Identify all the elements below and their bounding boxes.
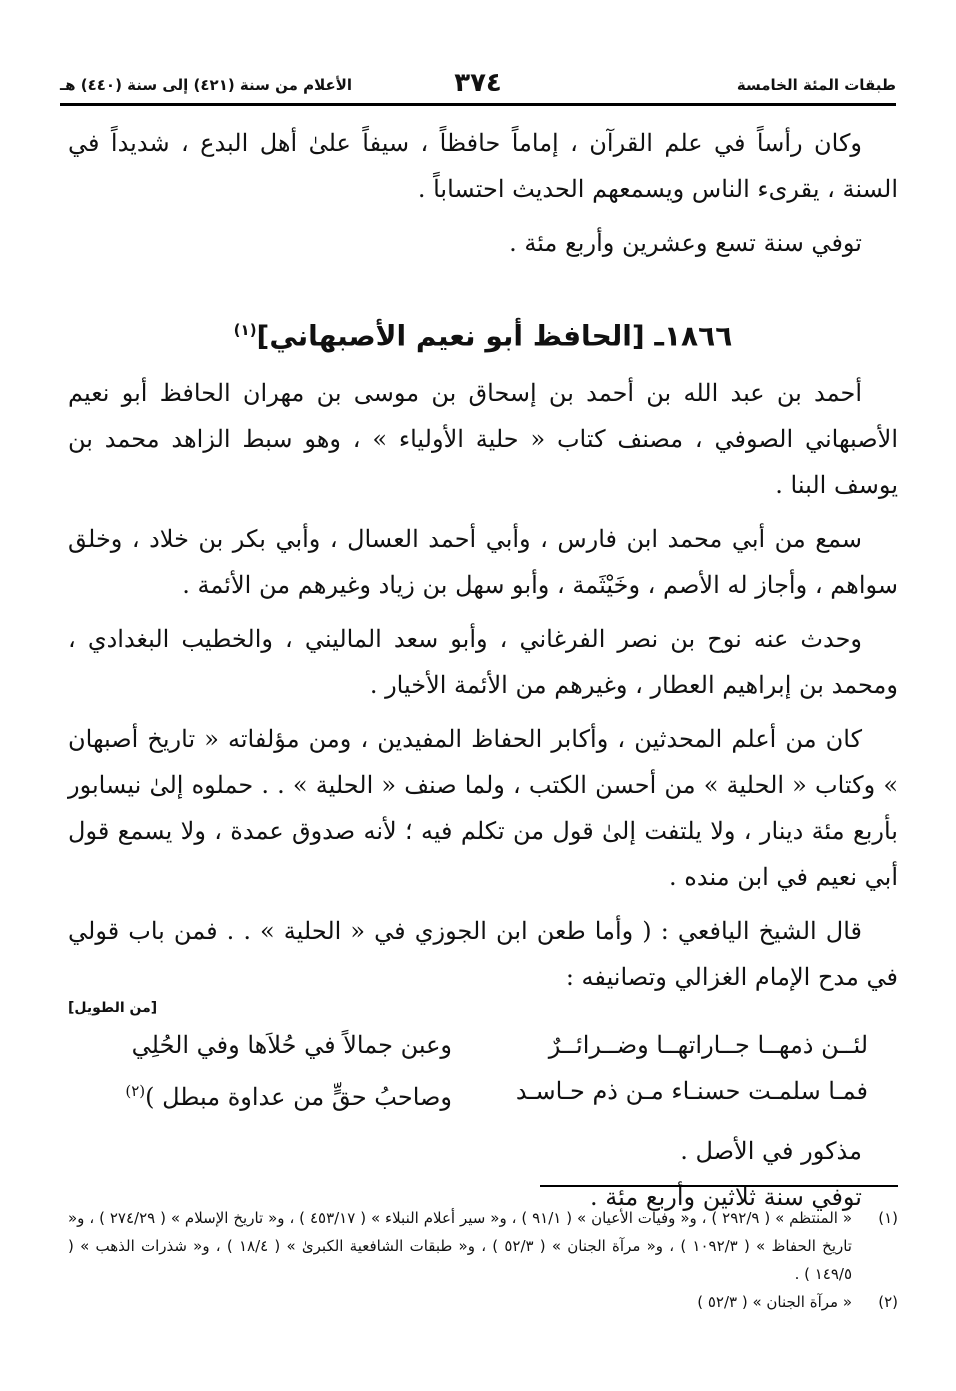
bio-paragraph-students: وحدث عنه نوح بن نصر الفرغاني ، وأبو سعد الماليني ، والخطيب البغدادي ، ومحمد بن إبراهيم العطار ، وغيرهم من الأئمة الأخيار .	[68, 625, 898, 700]
poem-meter: [من الطويل]	[68, 1000, 158, 1017]
after-poem-line: مذكور في الأصل .	[680, 1137, 862, 1166]
verse-2-second-hemistich	[68, 1068, 452, 1120]
quote-intro: قال الشيخ اليافعي : ( وأما طعن ابن الجوزي في « الحلية » . . فمن باب قولي في مدح الإمام الغزالي وتصانيفه :	[68, 917, 898, 992]
footnote-2-number: (٢)	[878, 1293, 898, 1311]
page-number: ٣٧٤	[454, 68, 502, 98]
intro-paragraph: وكان رأساً في علم القرآن ، إماماً حافظاً ، سيفاً علىٰ أهل البدع ، شديداً في السنة ، يقرىء الناس ويسمعهم الحديث احتساباً .	[68, 129, 898, 203]
footnote-ref-2: (٢)	[125, 1082, 146, 1101]
footnote-1-text: « المنتظم » ( ٢٩٢/٩ ) ، و« وفيات الأعيان » ( ٩١/١ ) ، و« سير أعلام النبلاء » ( ٤٥٣/١٧ ) ، و« تاريخ الإسلام » ( ٢٧٤/٢٩ ) ، و« تاريخ الحفاظ » ( ١٠٩٢/٣ ) ، و« مرآة الجنان » ( ٥٢/٣ ) ، و« طبقات الشافعية الكبرىٰ » ( ١٨/٤ ) ، و« شذرات الذهب » ( ١٤٩/٥ ) .	[68, 1209, 853, 1283]
page-body	[68, 120, 898, 1220]
section-title: طبقات المئة الخامسة	[736, 76, 896, 94]
verse-1-second-hemistich: وعبن جمالاً في حُلاَها وفي الحُلِي	[131, 1031, 452, 1060]
footnote-2-text: « مرآة الجنان » ( ٥٢/٣ )	[697, 1293, 852, 1311]
range-title: الأعلام من سنة (٤٢١) إلى سنة (٤٤٠) هـ	[60, 76, 353, 94]
footnote-rule	[540, 1185, 898, 1187]
bio-paragraph-name: أحمد بن عبد الله بن أحمد بن إسحاق بن موسى بن مهران الحافظ أبو نعيم الأصبهاني الصوفي ، مصنف كتاب « حلية الأولياء » ، وهو سبط الزاهد محمد بن يوسف البنا .	[68, 379, 898, 500]
footnotes	[68, 1204, 898, 1316]
verse-2-second-text: وصاحبُ حقٍّ من عداوة مبطل )	[145, 1083, 452, 1112]
footnote-ref-1: (١)	[233, 321, 257, 339]
bio-paragraph-teachers: سمع من أبي محمد ابن فارس ، وأبي أحمد العسال ، وأبي بكر بن خلاد ، وخلق سواهم ، وأجاز له الأصم ، وخَيْثَمة ، وأبو سهل بن زياد وغيرهم من الأئمة .	[68, 525, 898, 600]
verse-1	[68, 1022, 898, 1068]
verse-2-first-hemistich: فمـا سلمـت حسنـاء مـن ذم حـاسـد	[515, 1077, 868, 1106]
footnote-2	[68, 1288, 898, 1316]
intro-death-line: توفي سنة تسع وعشرين وأربع مئة .	[509, 229, 862, 257]
verse-1-first-hemistich: لئــن ذمهــا جــاراتهــا وضــرائــرٌ	[548, 1031, 868, 1060]
bio-paragraph-works: كان من أعلم المحدثين ، وأكابر الحفاظ المفيدين ، ومن مؤلفاته « تاريخ أصبهان » وكتاب « الحلية » من أحسن الكتب ، ولما صنف « الحلية » . . حملوه إلىٰ نيسابور بأربع مئة دينار ، ولا يلتفت إلىٰ قول من تكلم فيه ؛ لأنه صدوق عمدة ، ولا يسمع قول أبي نعيم في ابن منده .	[68, 725, 898, 892]
entry-title	[68, 310, 898, 356]
poem-meta	[68, 1000, 898, 1016]
footnote-1-number: (١)	[878, 1209, 898, 1227]
header-rule	[60, 103, 896, 106]
running-header	[60, 68, 896, 102]
death-line: توفي سنة ثلاثين وأربع مئة .	[589, 1183, 862, 1212]
verse-2	[68, 1068, 898, 1120]
footnote-1	[68, 1204, 898, 1288]
entry-title-text: ١٨٦٦ـ [الحافظ أبو نعيم الأصبهاني]	[256, 319, 733, 353]
